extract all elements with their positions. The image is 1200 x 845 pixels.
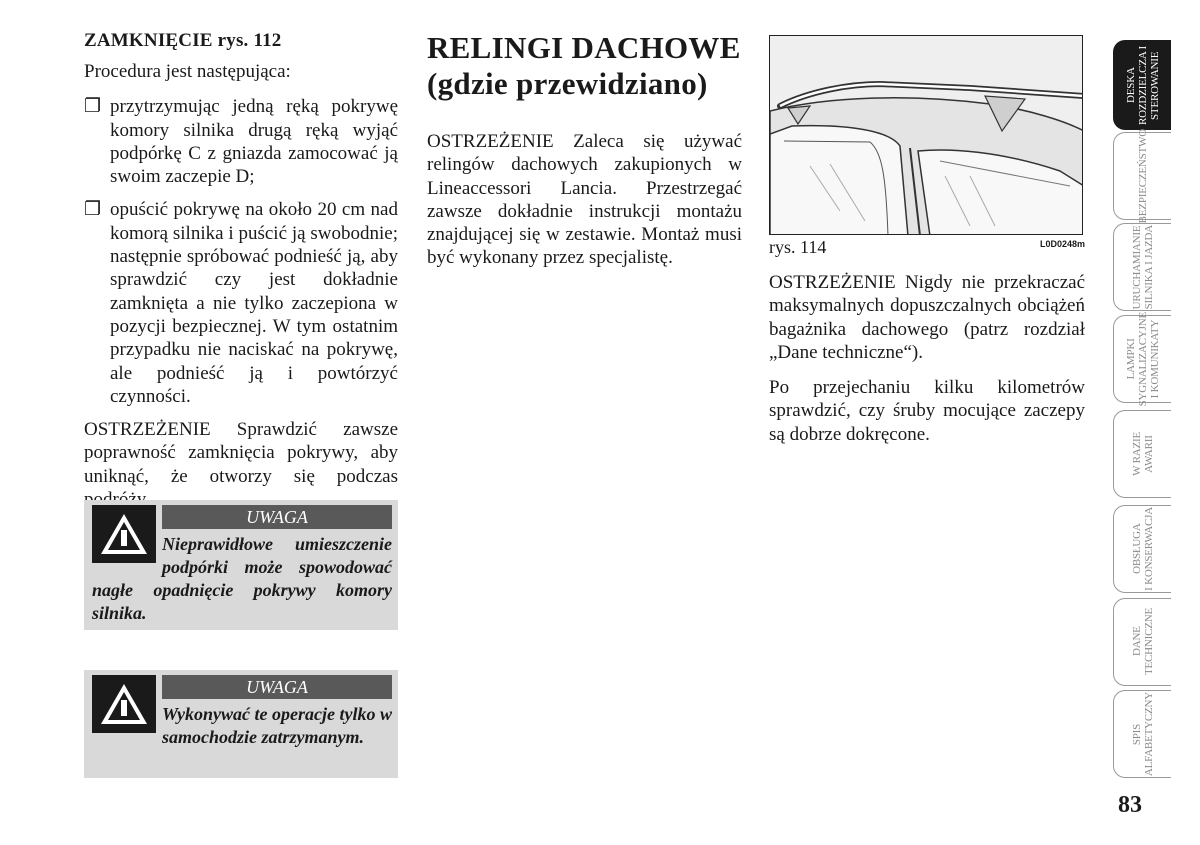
tab-label: OBSŁUGA I KONSERWACJA [1130,507,1155,591]
tab-label: LAMPKI SYGNALIZACYJNE I KOMUNIKATY [1124,311,1161,407]
figure-caption [769,237,1085,261]
list-item [84,198,398,408]
tab-label: DESKA ROZDZIELCZA I STEROWANIE [1124,45,1161,125]
caution-text: Nieprawidłowe umieszczenie podpórki może spowodować nagłe opadnięcie pokrywy komory silnika. [92,534,392,623]
caution-label: UWAGA [162,505,392,529]
tab-bezpieczenstwo[interactable] [1113,128,1171,224]
tab-uruchamianie[interactable] [1113,223,1171,311]
section-title [427,30,742,102]
figure-label: rys. 114 [769,237,827,257]
tab-obsluga[interactable] [1113,505,1171,593]
tab-dane-techniczne[interactable] [1113,598,1171,686]
title-line-2: (gdzie przewidziano) [427,66,708,101]
figure-code: L0D0248m [1039,239,1085,249]
tab-lampki[interactable] [1113,311,1171,407]
bullet-text: opuścić pokrywę na około 20 cm nad komorą silnika i puścić ją swobodnie; następnie spróbować podnieść ją, aby sprawdzić czy jest dokładnie zamknięta a nie tylko zaczepiona w pozycji bezpiecznej. W tym ostatnim przypadku nie naciskać na pokrywę, ale podnieść ją i powtórzyć czynności. [110,199,398,407]
caution-text: Wykonywać te operacje tylko w samochodzie zatrzymanym. [162,704,392,747]
warning-paragraph: OSTRZEŻENIE Sprawdzić zawsze poprawność zamknięcia pokrywy, aby uniknąć, że otworzy się podczas [84,419,398,487]
checkbox-bullet-icon: ❐ [84,96,102,118]
section-heading: ZAMKNIĘCIE rys. 112 [84,30,282,51]
bullet-text: przytrzymując jedną ręką pokrywę komory silnika drugą ręką wyjąć podpórkę C z gniazda zamocować ją swoim zaczepie D; [110,96,398,188]
left-column [84,30,398,523]
tab-label: DANE TECHNICZNE [1130,608,1155,676]
intro-text: Procedura jest następująca: [84,61,291,82]
body-paragraph: Po przejechaniu kilku kilometrów sprawdzić, czy śruby mocujące zaczepy są dobrze dokręcone. [769,377,1085,445]
warning-triangle-icon [92,505,156,563]
checkbox-bullet-icon: ❐ [84,199,102,221]
tab-label: W RAZIE AWARII [1130,432,1155,476]
caution-label: UWAGA [162,675,392,699]
roof-rail-illustration [769,35,1083,235]
warning-triangle-icon [92,675,156,733]
right-column [769,35,1085,458]
warning-paragraph: OSTRZEŻENIE Nigdy nie przekraczać maksymalnych dopuszczalnych obciążeń bagażnika dachowego (patrz rozdział „Dane techniczne“). [769,272,1085,363]
tab-deska-rozdzielcza[interactable] [1113,40,1171,130]
tab-label: SPIS ALFABETYCZNY [1130,691,1155,777]
middle-column [427,30,742,270]
tab-spis-alfabetyczny[interactable] [1113,690,1171,778]
warning-paragraph: OSTRZEŻENIE Zaleca się używać relingów dachowych zakupionych w Lineaccessori Lancia. Przestrzegać zawsze dokładnie instrukcji montażu znajdującej się w zestawie. Montaż musi być wykonany przez specjalistę. [427,131,742,269]
tab-label: URUCHAMIANIE SILNIKA I JAZDA [1130,224,1155,310]
tab-w-razie-awarii[interactable] [1113,410,1171,498]
title-line-1: RELINGI DACHOWE [427,30,741,65]
caution-box [84,500,398,630]
caution-box [84,670,398,778]
page-number: 83 [1118,792,1142,818]
list-item [84,95,398,188]
tab-label: BEZPIECZEŃSTWO [1136,128,1149,224]
